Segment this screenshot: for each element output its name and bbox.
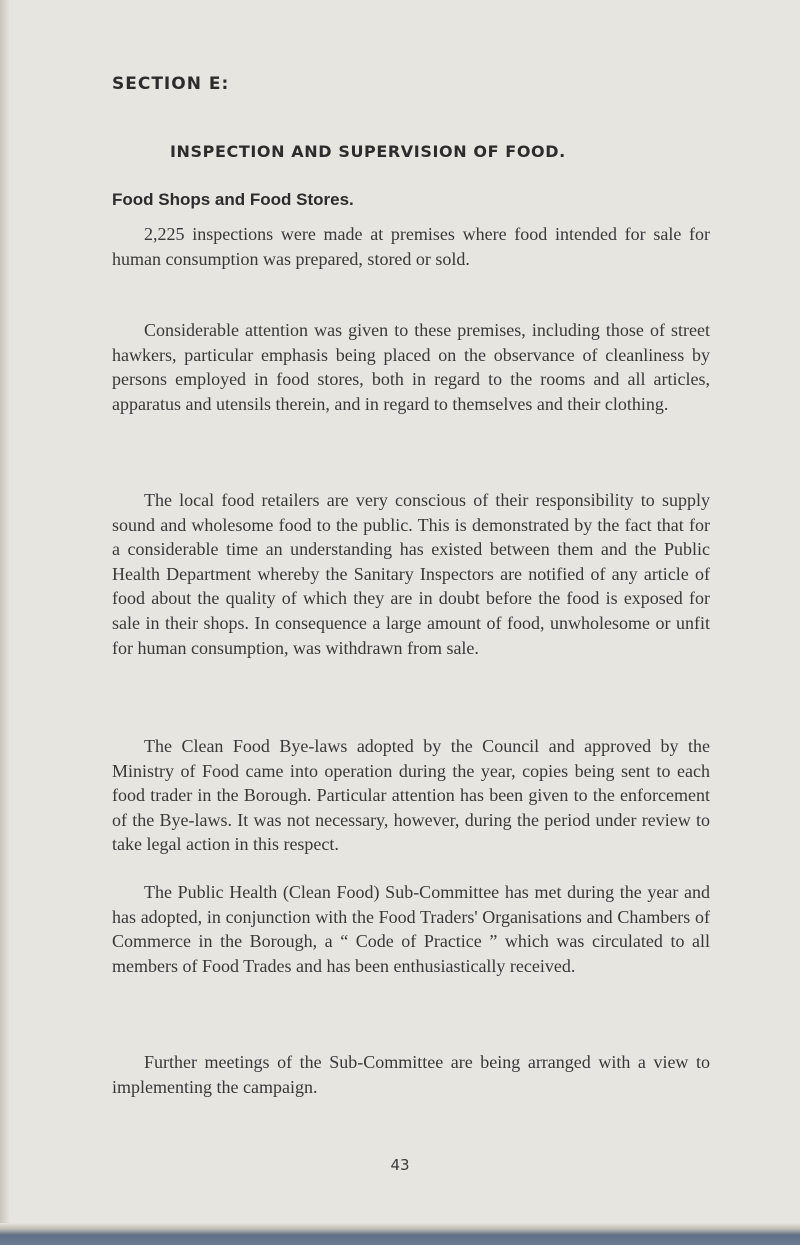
paragraph-inspections: 2,225 inspections were made at premises where food intended for sale for human consumption was prepared, stored or sold. bbox=[112, 224, 710, 269]
section-label: SECTION E: bbox=[112, 74, 230, 94]
paragraph-bye-laws: The Clean Food Bye-laws adopted by the Council and approved by the Ministry of Food came into operation during the year, copies being sent to each food trader in the Borough. Particular attention has been given to the enforcement of the Bye-laws. It was not necessary, however, during the period under review to take legal action in this respect. bbox=[112, 736, 710, 855]
paragraph-retailers: The local food retailers are very conscious of their responsibility to supply sound and wholesome food to the public. This is demonstrated by the fact that for a considerable time an understanding has existed between them and the Public Health Department whereby the Sanitary Inspectors are notified of any article of food about the quality of which they are in doubt before the food is exposed for sale in their shops. In consequence a large amount of food, unwholesome or unfit for human consumption, was withdrawn from sale. bbox=[112, 490, 710, 658]
page-title: INSPECTION AND SUPERVISION OF FOOD. bbox=[170, 142, 566, 161]
page-number: 43 bbox=[390, 1156, 410, 1174]
paragraph-further-meetings: Further meetings of the Sub-Committee are being arranged with a view to implementing the campaign. bbox=[112, 1052, 710, 1097]
page-left-edge bbox=[0, 0, 10, 1245]
paragraph-sub-committee: The Public Health (Clean Food) Sub-Committee has met during the year and has adopted, in conjunction with the Food Traders' Organisations and Chambers of Commerce in the Borough, a “ Code of Practice ” which was circulated to all members of Food Trades and has been enthusiastically received. bbox=[112, 882, 710, 976]
page-bottom-edge bbox=[0, 1223, 800, 1245]
subheading: Food Shops and Food Stores. bbox=[112, 190, 354, 209]
paragraph-attention: Considerable attention was given to these premises, including those of street hawkers, particular emphasis being placed on the observance of cleanliness by persons employed in food stores, both in regard to the rooms and all articles, apparatus and utensils therein, and in regard to themselves and their clothing. bbox=[112, 320, 710, 414]
